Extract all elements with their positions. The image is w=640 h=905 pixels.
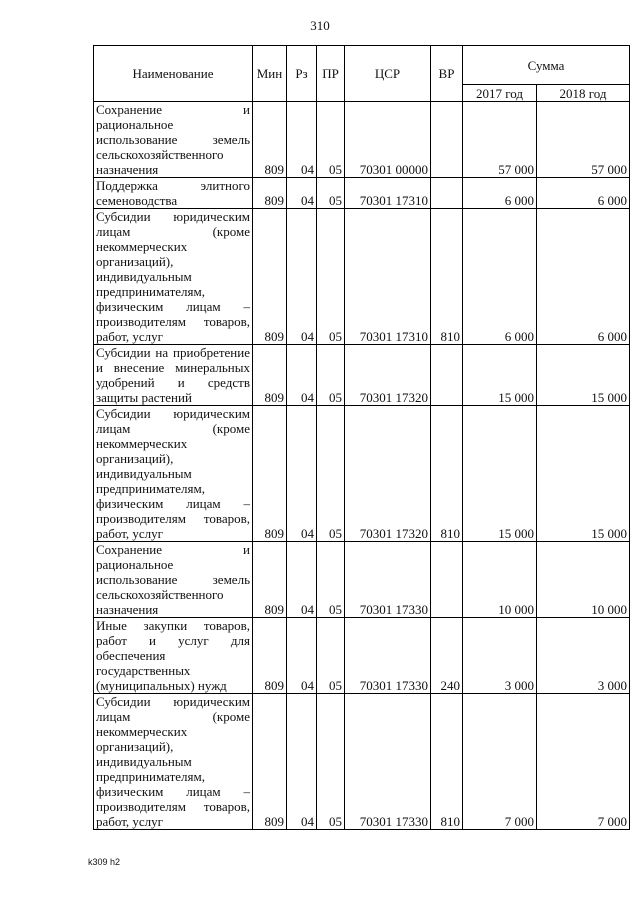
row-vr [431, 102, 463, 178]
row-min: 809 [253, 542, 287, 618]
row-name: Субсидии юридическим лицам (кроме некоммерческих организаций), индивидуальным предпринимателям, физическим лицам – производителям товаров, работ, услуг [94, 406, 253, 542]
row-csr: 70301 17320 [345, 406, 431, 542]
row-pr: 05 [317, 345, 345, 406]
row-vr [431, 178, 463, 209]
row-sum-2017: 6 000 [463, 209, 537, 345]
row-vr: 240 [431, 618, 463, 694]
row-sum-2017: 10 000 [463, 542, 537, 618]
row-rz: 04 [287, 618, 317, 694]
row-sum-2018: 7 000 [537, 694, 630, 830]
row-min: 809 [253, 406, 287, 542]
row-rz: 04 [287, 406, 317, 542]
row-csr: 70301 17310 [345, 209, 431, 345]
row-name: Сохранение и рациональное использование земель сельскохозяйственного назначения [94, 102, 253, 178]
row-name: Субсидии юридическим лицам (кроме некоммерческих организаций), индивидуальным предпринимателям, физическим лицам – производителям товаров, работ, услуг [94, 209, 253, 345]
table-row [94, 694, 630, 830]
header-vr: ВР [431, 46, 463, 102]
row-vr: 810 [431, 209, 463, 345]
row-sum-2018: 6 000 [537, 209, 630, 345]
row-csr: 70301 17330 [345, 618, 431, 694]
row-pr: 05 [317, 406, 345, 542]
row-min: 809 [253, 178, 287, 209]
table-body [94, 102, 630, 830]
row-rz: 04 [287, 209, 317, 345]
header-year-2018: 2018 год [537, 85, 630, 102]
row-pr: 05 [317, 694, 345, 830]
table-row [94, 102, 630, 178]
row-sum-2018: 6 000 [537, 178, 630, 209]
row-min: 809 [253, 345, 287, 406]
row-name: Субсидии юридическим лицам (кроме некоммерческих организаций), индивидуальным предпринимателям, физическим лицам – производителям товаров, работ, услуг [94, 694, 253, 830]
row-rz: 04 [287, 178, 317, 209]
row-rz: 04 [287, 102, 317, 178]
header-rz: Рз [287, 46, 317, 102]
row-sum-2018: 15 000 [537, 345, 630, 406]
row-sum-2018: 57 000 [537, 102, 630, 178]
header-year-2017: 2017 год [463, 85, 537, 102]
row-csr: 70301 17330 [345, 694, 431, 830]
row-rz: 04 [287, 694, 317, 830]
row-min: 809 [253, 102, 287, 178]
row-sum-2017: 3 000 [463, 618, 537, 694]
budget-table [93, 45, 630, 830]
header-sum: Сумма [463, 46, 630, 85]
row-csr: 70301 17320 [345, 345, 431, 406]
table-header [94, 46, 630, 102]
row-min: 809 [253, 209, 287, 345]
table-row [94, 542, 630, 618]
footer-code: k309 h2 [88, 857, 121, 867]
table-row [94, 618, 630, 694]
page-number: 310 [310, 18, 330, 33]
row-sum-2018: 10 000 [537, 542, 630, 618]
row-sum-2017: 15 000 [463, 345, 537, 406]
row-sum-2017: 7 000 [463, 694, 537, 830]
row-name: Субсидии на приобретение и внесение минеральных удобрений и средств защиты растений [94, 345, 253, 406]
header-name: Наименование [94, 46, 253, 102]
table-row [94, 209, 630, 345]
row-vr [431, 542, 463, 618]
row-rz: 04 [287, 345, 317, 406]
header-pr: ПР [317, 46, 345, 102]
row-sum-2018: 3 000 [537, 618, 630, 694]
row-sum-2017: 15 000 [463, 406, 537, 542]
row-pr: 05 [317, 102, 345, 178]
header-min: Мин [253, 46, 287, 102]
row-pr: 05 [317, 178, 345, 209]
row-vr: 810 [431, 694, 463, 830]
row-min: 809 [253, 694, 287, 830]
row-pr: 05 [317, 618, 345, 694]
row-vr: 810 [431, 406, 463, 542]
row-name: Иные закупки товаров, работ и услуг для обеспечения государственных (муниципальных) нужд [94, 618, 253, 694]
row-vr [431, 345, 463, 406]
row-sum-2017: 6 000 [463, 178, 537, 209]
row-pr: 05 [317, 209, 345, 345]
row-csr: 70301 17330 [345, 542, 431, 618]
row-name: Поддержка элитного семеноводства [94, 178, 253, 209]
row-name: Сохранение и рациональное использование земель сельскохозяйственного назначения [94, 542, 253, 618]
row-sum-2017: 57 000 [463, 102, 537, 178]
row-csr: 70301 17310 [345, 178, 431, 209]
row-csr: 70301 00000 [345, 102, 431, 178]
table-row [94, 406, 630, 542]
header-csr: ЦСР [345, 46, 431, 102]
table-row [94, 178, 630, 209]
row-pr: 05 [317, 542, 345, 618]
row-sum-2018: 15 000 [537, 406, 630, 542]
table-row [94, 345, 630, 406]
row-min: 809 [253, 618, 287, 694]
row-rz: 04 [287, 542, 317, 618]
